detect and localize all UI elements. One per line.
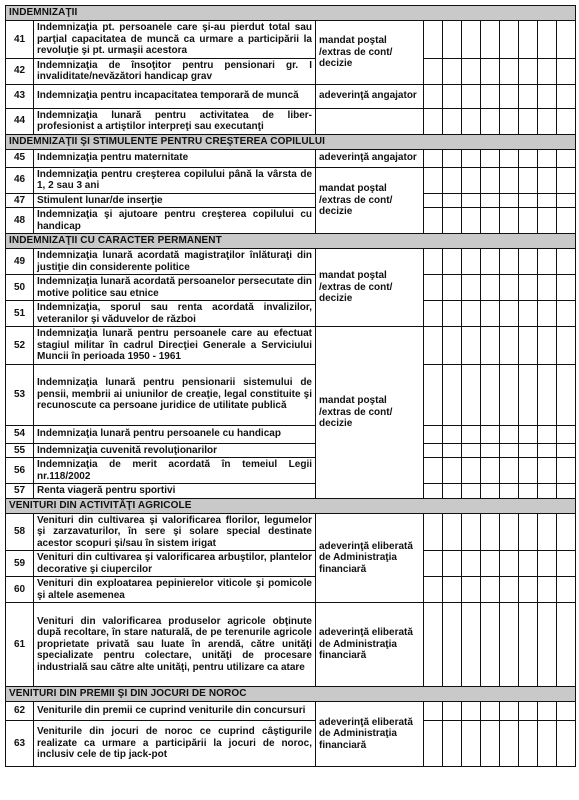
- income-description: Indemnizaţia lunară acordată magistraţilor înlăturaţi din justiţie din considerente politice: [34, 249, 316, 275]
- checkbox-cell[interactable]: [443, 603, 462, 687]
- checkbox-cell[interactable]: [538, 443, 557, 458]
- income-description: Indemnizaţia lunară pentru persoanele cu handicap: [34, 425, 316, 443]
- checkbox-cell[interactable]: [481, 167, 500, 193]
- checkbox-cell[interactable]: [443, 275, 462, 301]
- document-required: mandat poştal /extras de cont/ decizie: [316, 249, 424, 327]
- document-required: [316, 108, 424, 134]
- checkbox-cell[interactable]: [519, 702, 538, 721]
- checkbox-cell[interactable]: [481, 84, 500, 108]
- income-description: Veniturile din premii ce cuprind veniturile din concursuri: [34, 702, 316, 721]
- row-number: 52: [6, 327, 34, 365]
- row-number: 47: [6, 193, 34, 208]
- checkbox-cell[interactable]: [443, 249, 462, 275]
- checkbox-cell[interactable]: [462, 84, 481, 108]
- checkbox-cell[interactable]: [500, 84, 519, 108]
- table-row: [6, 84, 576, 108]
- checkbox-cell[interactable]: [424, 208, 443, 234]
- checkbox-cell[interactable]: [443, 551, 462, 577]
- checkbox-cell[interactable]: [424, 551, 443, 577]
- checkbox-cell[interactable]: [424, 577, 443, 603]
- checkbox-cell[interactable]: [424, 249, 443, 275]
- checkbox-cell[interactable]: [462, 458, 481, 484]
- table-row: [6, 108, 576, 134]
- checkbox-cell[interactable]: [500, 603, 519, 687]
- checkbox-cell[interactable]: [424, 58, 443, 84]
- checkbox-cell[interactable]: [462, 425, 481, 443]
- row-number: 60: [6, 577, 34, 603]
- checkbox-cell[interactable]: [443, 208, 462, 234]
- document-required: mandat poştal /extras de cont/ decizie: [316, 167, 424, 234]
- checkbox-cell[interactable]: [424, 484, 443, 499]
- table-row: [6, 577, 576, 603]
- table-row: [6, 443, 576, 458]
- table-row: [6, 458, 576, 484]
- checkbox-cell[interactable]: [538, 275, 557, 301]
- checkbox-cell[interactable]: [481, 484, 500, 499]
- table-row: [6, 149, 576, 167]
- checkbox-cell[interactable]: [557, 702, 576, 721]
- checkbox-cell[interactable]: [519, 603, 538, 687]
- checkbox-cell[interactable]: [481, 364, 500, 425]
- checkbox-cell[interactable]: [424, 443, 443, 458]
- checkbox-cell[interactable]: [500, 193, 519, 208]
- row-number: 56: [6, 458, 34, 484]
- checkbox-cell[interactable]: [538, 58, 557, 84]
- checkbox-cell[interactable]: [519, 577, 538, 603]
- row-number: 55: [6, 443, 34, 458]
- checkbox-cell[interactable]: [424, 702, 443, 721]
- checkbox-cell[interactable]: [424, 301, 443, 327]
- checkbox-cell[interactable]: [424, 149, 443, 167]
- checkbox-cell[interactable]: [538, 364, 557, 425]
- row-number: 61: [6, 603, 34, 687]
- checkbox-cell[interactable]: [500, 425, 519, 443]
- checkbox-cell[interactable]: [462, 327, 481, 365]
- table-row: [6, 551, 576, 577]
- row-number: 46: [6, 167, 34, 193]
- checkbox-cell[interactable]: [557, 301, 576, 327]
- table-row: [6, 58, 576, 84]
- row-number: 53: [6, 364, 34, 425]
- checkbox-cell[interactable]: [500, 551, 519, 577]
- section-title: INDEMNIZAŢII ŞI STIMULENTE PENTRU CREŞTEREA COPILULUI: [6, 134, 576, 149]
- row-number: 51: [6, 301, 34, 327]
- row-number: 54: [6, 425, 34, 443]
- section-title: VENITURI DIN PREMII ŞI DIN JOCURI DE NOROC: [6, 687, 576, 702]
- checkbox-cell[interactable]: [462, 58, 481, 84]
- checkbox-cell[interactable]: [443, 577, 462, 603]
- checkbox-cell[interactable]: [557, 327, 576, 365]
- checkbox-cell[interactable]: [538, 577, 557, 603]
- income-description: Indemnizaţia pentru incapacitatea temporară de muncă: [34, 84, 316, 108]
- checkbox-cell[interactable]: [462, 108, 481, 134]
- row-number: 43: [6, 84, 34, 108]
- checkbox-cell[interactable]: [443, 458, 462, 484]
- checkbox-cell[interactable]: [500, 364, 519, 425]
- form-page: [5, 5, 575, 767]
- document-required: mandat poştal /extras de cont/ decizie: [316, 21, 424, 85]
- checkbox-cell[interactable]: [424, 513, 443, 551]
- table-row: [6, 484, 576, 499]
- section-title: INDEMNIZAŢII CU CARACTER PERMANENT: [6, 234, 576, 249]
- checkbox-cell[interactable]: [500, 301, 519, 327]
- checkbox-cell[interactable]: [424, 425, 443, 443]
- checkbox-cell[interactable]: [443, 513, 462, 551]
- checkbox-cell[interactable]: [557, 721, 576, 767]
- checkbox-cell[interactable]: [538, 249, 557, 275]
- checkbox-cell[interactable]: [519, 425, 538, 443]
- row-number: 50: [6, 275, 34, 301]
- row-number: 41: [6, 21, 34, 59]
- checkbox-cell[interactable]: [462, 603, 481, 687]
- checkbox-cell[interactable]: [557, 108, 576, 134]
- checkbox-cell[interactable]: [462, 513, 481, 551]
- table-row: [6, 513, 576, 551]
- checkbox-cell[interactable]: [443, 484, 462, 499]
- checkbox-cell[interactable]: [538, 425, 557, 443]
- checkbox-cell[interactable]: [462, 577, 481, 603]
- checkbox-cell[interactable]: [519, 327, 538, 365]
- checkbox-cell[interactable]: [424, 193, 443, 208]
- income-description: Indemnizaţia cuvenită revoluţionarilor: [34, 443, 316, 458]
- checkbox-cell[interactable]: [557, 443, 576, 458]
- checkbox-cell[interactable]: [443, 443, 462, 458]
- checkbox-cell[interactable]: [557, 364, 576, 425]
- checkbox-cell[interactable]: [557, 275, 576, 301]
- checkbox-cell[interactable]: [519, 551, 538, 577]
- document-required: adeverinţă angajator: [316, 149, 424, 167]
- income-description: Venituri din valorificarea produselor agricole obţinute după recoltare, în stare naturală, de pe terenurile agricole proprietate privată sau luate în arendă, către unităţi specializate pentru colectare, unităţi de procesare industrială sau către alte unităţi, pentru utilizare ca atare: [34, 603, 316, 687]
- checkbox-cell[interactable]: [443, 149, 462, 167]
- income-description: Indemnizaţia, sporul sau renta acordată invalizilor, veteranilor şi văduvelor de război: [34, 301, 316, 327]
- checkbox-cell[interactable]: [557, 551, 576, 577]
- checkbox-cell[interactable]: [519, 149, 538, 167]
- checkbox-cell[interactable]: [557, 513, 576, 551]
- checkbox-cell[interactable]: [424, 458, 443, 484]
- checkbox-cell[interactable]: [481, 721, 500, 767]
- income-description: Veniturile din jocuri de noroc ce cuprind câştigurile realizate ca urmare a participării la jocuri de noroc, inclusiv cele de tip jack-pot: [34, 721, 316, 767]
- checkbox-cell[interactable]: [481, 58, 500, 84]
- section-title: VENITURI DIN ACTIVITĂŢI AGRICOLE: [6, 498, 576, 513]
- checkbox-cell[interactable]: [519, 108, 538, 134]
- checkbox-cell[interactable]: [443, 193, 462, 208]
- section-title: INDEMNIZAŢII: [6, 6, 576, 21]
- checkbox-cell[interactable]: [519, 58, 538, 84]
- document-required: adeverinţă eliberată de Administraţia financiară: [316, 702, 424, 767]
- table-row: [6, 193, 576, 208]
- checkbox-cell[interactable]: [481, 702, 500, 721]
- table-row: [6, 21, 576, 59]
- checkbox-cell[interactable]: [424, 603, 443, 687]
- checkbox-cell[interactable]: [481, 327, 500, 365]
- checkbox-cell[interactable]: [443, 327, 462, 365]
- income-description: Indemnizaţia pentru maternitate: [34, 149, 316, 167]
- checkbox-cell[interactable]: [538, 108, 557, 134]
- checkbox-cell[interactable]: [443, 167, 462, 193]
- checkbox-cell[interactable]: [443, 108, 462, 134]
- checkbox-cell[interactable]: [557, 603, 576, 687]
- checkbox-cell[interactable]: [519, 484, 538, 499]
- section-header-row: [6, 6, 576, 21]
- checkbox-cell[interactable]: [538, 84, 557, 108]
- income-table: [5, 5, 576, 767]
- checkbox-cell[interactable]: [424, 721, 443, 767]
- checkbox-cell[interactable]: [424, 108, 443, 134]
- checkbox-cell[interactable]: [500, 108, 519, 134]
- checkbox-cell[interactable]: [519, 84, 538, 108]
- checkbox-cell[interactable]: [481, 577, 500, 603]
- checkbox-cell[interactable]: [519, 208, 538, 234]
- checkbox-cell[interactable]: [500, 721, 519, 767]
- income-description: Indemnizaţia lunară pentru persoanele care au efectuat stagiul militar în cadrul Direcţiei Generale a Serviciului Muncii în perioada 1950 - 1961: [34, 327, 316, 365]
- document-required: adeverinţă eliberată de Administraţia financiară: [316, 603, 424, 687]
- checkbox-cell[interactable]: [462, 443, 481, 458]
- income-description: Venituri din cultivarea şi valorificarea florilor, legumelor şi zarzavaturilor, în sere şi solare special destinate acestor scopuri şi/sau în sistem irigat: [34, 513, 316, 551]
- row-number: 49: [6, 249, 34, 275]
- table-row: [6, 721, 576, 767]
- row-number: 57: [6, 484, 34, 499]
- checkbox-cell[interactable]: [443, 364, 462, 425]
- checkbox-cell[interactable]: [519, 721, 538, 767]
- checkbox-cell[interactable]: [519, 364, 538, 425]
- checkbox-cell[interactable]: [519, 513, 538, 551]
- section-header-row: [6, 498, 576, 513]
- checkbox-cell[interactable]: [557, 193, 576, 208]
- checkbox-cell[interactable]: [500, 167, 519, 193]
- checkbox-cell[interactable]: [481, 193, 500, 208]
- checkbox-cell[interactable]: [481, 551, 500, 577]
- checkbox-cell[interactable]: [500, 208, 519, 234]
- checkbox-cell[interactable]: [500, 327, 519, 365]
- checkbox-cell[interactable]: [462, 21, 481, 59]
- table-row: [6, 364, 576, 425]
- section-header-row: [6, 234, 576, 249]
- checkbox-cell[interactable]: [500, 458, 519, 484]
- checkbox-cell[interactable]: [557, 208, 576, 234]
- checkbox-cell[interactable]: [557, 167, 576, 193]
- checkbox-cell[interactable]: [462, 249, 481, 275]
- checkbox-cell[interactable]: [538, 167, 557, 193]
- checkbox-cell[interactable]: [538, 208, 557, 234]
- income-description: Venituri din cultivarea şi valorificarea arbuştilor, plantelor decorative şi ciupercilor: [34, 551, 316, 577]
- checkbox-cell[interactable]: [538, 484, 557, 499]
- checkbox-cell[interactable]: [443, 425, 462, 443]
- checkbox-cell[interactable]: [462, 702, 481, 721]
- checkbox-cell[interactable]: [424, 167, 443, 193]
- checkbox-cell[interactable]: [481, 301, 500, 327]
- checkbox-cell[interactable]: [481, 443, 500, 458]
- checkbox-cell[interactable]: [519, 301, 538, 327]
- checkbox-cell[interactable]: [519, 193, 538, 208]
- table-row: [6, 249, 576, 275]
- checkbox-cell[interactable]: [462, 301, 481, 327]
- checkbox-cell[interactable]: [500, 58, 519, 84]
- income-description: Indemnizaţia pentru creşterea copilului până la vârsta de 1, 2 sau 3 ani: [34, 167, 316, 193]
- row-number: 63: [6, 721, 34, 767]
- table-row: [6, 702, 576, 721]
- checkbox-cell[interactable]: [462, 551, 481, 577]
- checkbox-cell[interactable]: [500, 702, 519, 721]
- checkbox-cell[interactable]: [538, 327, 557, 365]
- row-number: 58: [6, 513, 34, 551]
- checkbox-cell[interactable]: [538, 458, 557, 484]
- checkbox-cell[interactable]: [557, 484, 576, 499]
- checkbox-cell[interactable]: [557, 149, 576, 167]
- checkbox-cell[interactable]: [519, 167, 538, 193]
- table-row: [6, 603, 576, 687]
- checkbox-cell[interactable]: [481, 513, 500, 551]
- checkbox-cell[interactable]: [500, 443, 519, 458]
- checkbox-cell[interactable]: [462, 193, 481, 208]
- checkbox-cell[interactable]: [557, 58, 576, 84]
- income-description: Indemnizaţia pt. persoanele care şi-au pierdut total sau parţial capacitatea de muncă ca urmare a participării la revoluţie şi pt. urmaşii acestora: [34, 21, 316, 59]
- checkbox-cell[interactable]: [481, 425, 500, 443]
- income-description: Venituri din exploatarea pepinierelor viticole şi pomicole şi altele asemenea: [34, 577, 316, 603]
- income-description: Indemnizaţia lunară pentru activitatea de liber-profesionist a artiştilor interpreţi sau executanţi: [34, 108, 316, 134]
- checkbox-cell[interactable]: [481, 249, 500, 275]
- checkbox-cell[interactable]: [462, 208, 481, 234]
- checkbox-cell[interactable]: [500, 21, 519, 59]
- document-required: adeverinţă angajator: [316, 84, 424, 108]
- checkbox-cell[interactable]: [519, 275, 538, 301]
- checkbox-cell[interactable]: [443, 84, 462, 108]
- row-number: 59: [6, 551, 34, 577]
- checkbox-cell[interactable]: [538, 603, 557, 687]
- checkbox-cell[interactable]: [462, 275, 481, 301]
- checkbox-cell[interactable]: [481, 108, 500, 134]
- checkbox-cell[interactable]: [500, 249, 519, 275]
- checkbox-cell[interactable]: [462, 364, 481, 425]
- checkbox-cell[interactable]: [538, 21, 557, 59]
- checkbox-cell[interactable]: [519, 21, 538, 59]
- income-description: Indemnizaţia lunară pentru pensionarii sistemului de pensii, membrii ai uniunilor de creaţie, legal constituite şi recunoscute ca persoane juridice de utilitate publică: [34, 364, 316, 425]
- table-row: [6, 275, 576, 301]
- checkbox-cell[interactable]: [519, 458, 538, 484]
- income-description: Indemnizaţia şi ajutoare pentru creşterea copilului cu handicap: [34, 208, 316, 234]
- table-row: [6, 425, 576, 443]
- checkbox-cell[interactable]: [443, 721, 462, 767]
- checkbox-cell[interactable]: [462, 484, 481, 499]
- checkbox-cell[interactable]: [443, 301, 462, 327]
- document-required: mandat poştal /extras de cont/ decizie: [316, 327, 424, 499]
- section-header-row: [6, 687, 576, 702]
- checkbox-cell[interactable]: [424, 21, 443, 59]
- income-description: Stimulent lunar/de inserţie: [34, 193, 316, 208]
- checkbox-cell[interactable]: [538, 551, 557, 577]
- checkbox-cell[interactable]: [538, 149, 557, 167]
- row-number: 48: [6, 208, 34, 234]
- checkbox-cell[interactable]: [424, 364, 443, 425]
- row-number: 42: [6, 58, 34, 84]
- checkbox-cell[interactable]: [462, 167, 481, 193]
- table-row: [6, 167, 576, 193]
- checkbox-cell[interactable]: [424, 84, 443, 108]
- income-description: Indemnizaţia de însoţitor pentru pensionari gr. I invaliditate/nevăzători handicap grav: [34, 58, 316, 84]
- section-header-row: [6, 134, 576, 149]
- checkbox-cell[interactable]: [424, 275, 443, 301]
- checkbox-cell[interactable]: [443, 21, 462, 59]
- table-row: [6, 208, 576, 234]
- row-number: 45: [6, 149, 34, 167]
- checkbox-cell[interactable]: [519, 249, 538, 275]
- checkbox-cell[interactable]: [538, 193, 557, 208]
- checkbox-cell[interactable]: [500, 149, 519, 167]
- checkbox-cell[interactable]: [557, 249, 576, 275]
- income-description: Renta viageră pentru sportivi: [34, 484, 316, 499]
- table-row: [6, 301, 576, 327]
- income-description: Indemnizaţia lunară acordată persoanelor persecutate din motive politice sau etnice: [34, 275, 316, 301]
- checkbox-cell[interactable]: [481, 149, 500, 167]
- checkbox-cell[interactable]: [481, 603, 500, 687]
- checkbox-cell[interactable]: [557, 21, 576, 59]
- checkbox-cell[interactable]: [481, 208, 500, 234]
- row-number: 62: [6, 702, 34, 721]
- checkbox-cell[interactable]: [500, 484, 519, 499]
- checkbox-cell[interactable]: [462, 721, 481, 767]
- checkbox-cell[interactable]: [500, 513, 519, 551]
- checkbox-cell[interactable]: [481, 275, 500, 301]
- document-required: adeverinţă eliberată de Administraţia financiară: [316, 513, 424, 603]
- checkbox-cell[interactable]: [462, 149, 481, 167]
- checkbox-cell[interactable]: [481, 21, 500, 59]
- row-number: 44: [6, 108, 34, 134]
- checkbox-cell[interactable]: [538, 513, 557, 551]
- checkbox-cell[interactable]: [443, 58, 462, 84]
- income-description: Indemnizaţia de merit acordată în temeiul Legii nr.118/2002: [34, 458, 316, 484]
- checkbox-cell[interactable]: [557, 425, 576, 443]
- checkbox-cell[interactable]: [557, 458, 576, 484]
- checkbox-cell[interactable]: [519, 443, 538, 458]
- checkbox-cell[interactable]: [500, 577, 519, 603]
- checkbox-cell[interactable]: [538, 721, 557, 767]
- checkbox-cell[interactable]: [443, 702, 462, 721]
- table-row: [6, 327, 576, 365]
- checkbox-cell[interactable]: [500, 275, 519, 301]
- checkbox-cell[interactable]: [557, 84, 576, 108]
- checkbox-cell[interactable]: [538, 702, 557, 721]
- checkbox-cell[interactable]: [424, 327, 443, 365]
- checkbox-cell[interactable]: [538, 301, 557, 327]
- checkbox-cell[interactable]: [481, 458, 500, 484]
- checkbox-cell[interactable]: [557, 577, 576, 603]
